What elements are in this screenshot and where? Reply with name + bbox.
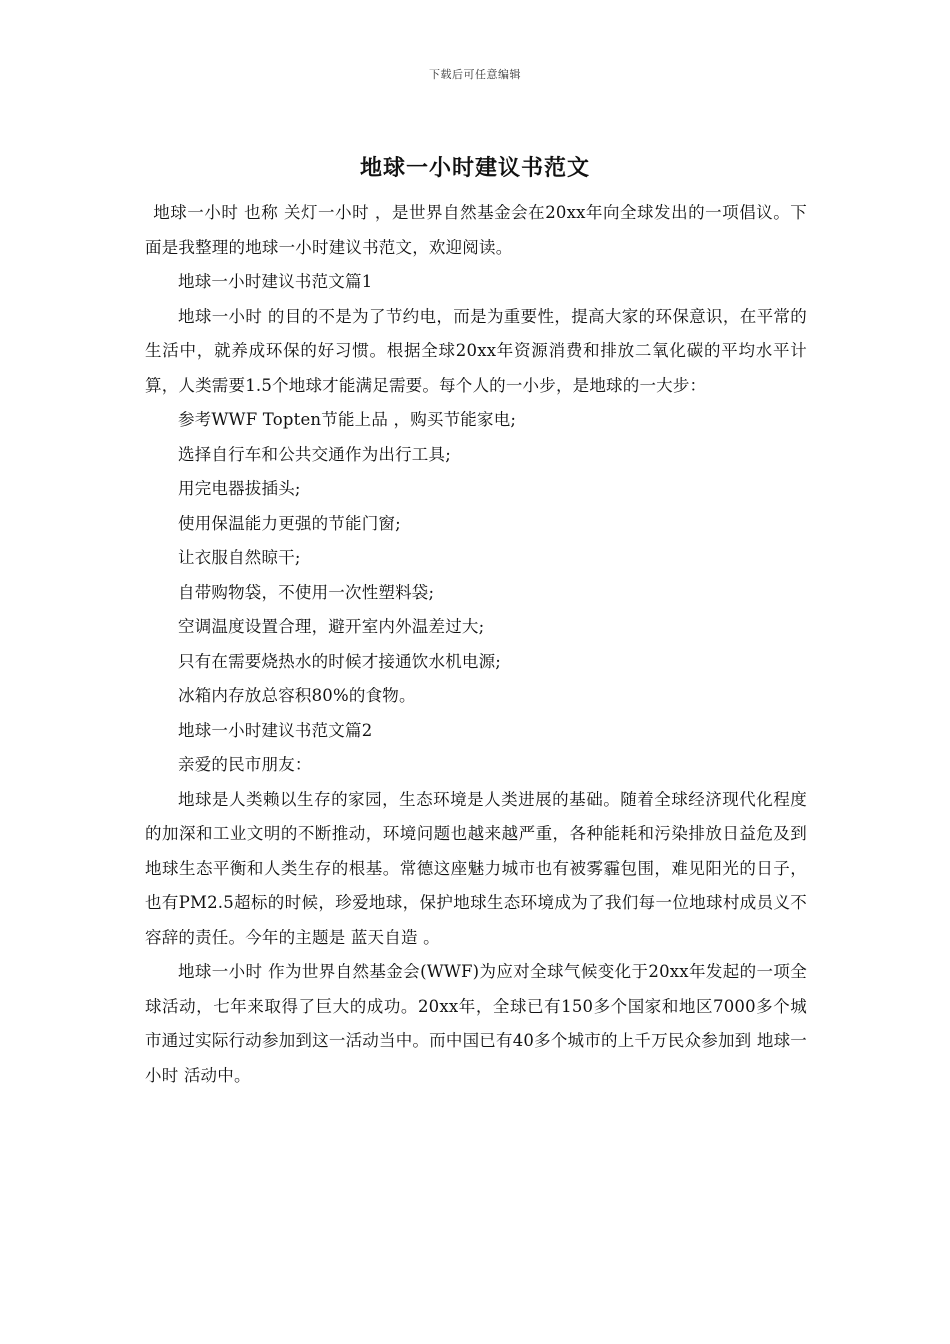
paragraph-intro: 地球一小时 也称 关灯一小时 ，是世界自然基金会在20xx年向全球发出的一项倡议。下面是我整理的地球一小时建议书范文，欢迎阅读。	[145, 203, 807, 257]
salutation: 亲爱的民市朋友：	[178, 755, 312, 774]
header-note: 下载后可任意编辑	[429, 68, 521, 81]
section-heading-2: 地球一小时建议书范文篇2	[178, 720, 373, 740]
list-item: 冰箱内存放总容积80%的食物。	[178, 686, 416, 705]
list-item: 使用保温能力更强的节能门窗;	[178, 513, 401, 533]
paragraph: 地球一小时 的目的不是为了节约电，而是为重要性，提高大家的环保意识，在平常的生活中，就养成环保的好习惯。根据全球20xx年资源消费和排放二氧化碳的平均水平计算，人类需要1.5个地球才能满足需要。每个人的一小步，是地球的一大步：	[145, 306, 807, 395]
document-title: 地球一小时建议书范文	[359, 155, 590, 181]
list-item: 用完电器拔插头;	[178, 479, 301, 498]
document-body	[145, 196, 807, 1093]
list-item: 自带购物袋，不使用一次性塑料袋;	[178, 582, 435, 602]
list-item: 空调温度设置合理，避开室内外温差过大;	[178, 617, 485, 636]
paragraph: 地球一小时 作为世界自然基金会(WWF)为应对全球气候变化于20xx年发起的一项全球活动，七年来取得了巨大的成功。20xx年，全球已有150多个国家和地区7000多个城市通过实际行动参加到这一活动当中。而中国已有40多个城市的上千万民众参加到 地球一小时 活动中。	[145, 962, 807, 1085]
paragraph: 地球是人类赖以生存的家园，生态环境是人类进展的基础。随着全球经济现代化程度的加深和工业文明的不断推动，环境问题也越来越严重，各种能耗和污染排放日益危及到地球生态平衡和人类生存的根基。常德这座魅力城市也有被雾霾包围，难见阳光的日子，也有PM2.5超标的时候，珍爱地球，保护地球生态环境成为了我们每一位地球村成员义不容辞的责任。今年的主题是 蓝天自造 。	[145, 789, 807, 947]
section-heading-1: 地球一小时建议书范文篇1	[178, 272, 373, 291]
list-item: 参考WWF Topten节能上品 ，购买节能家电;	[178, 410, 517, 429]
list-item: 只有在需要烧热水的时候才接通饮水机电源;	[178, 651, 502, 671]
list-item: 选择自行车和公共交通作为出行工具;	[178, 444, 451, 464]
list-item: 让衣服自然晾干;	[178, 548, 301, 567]
